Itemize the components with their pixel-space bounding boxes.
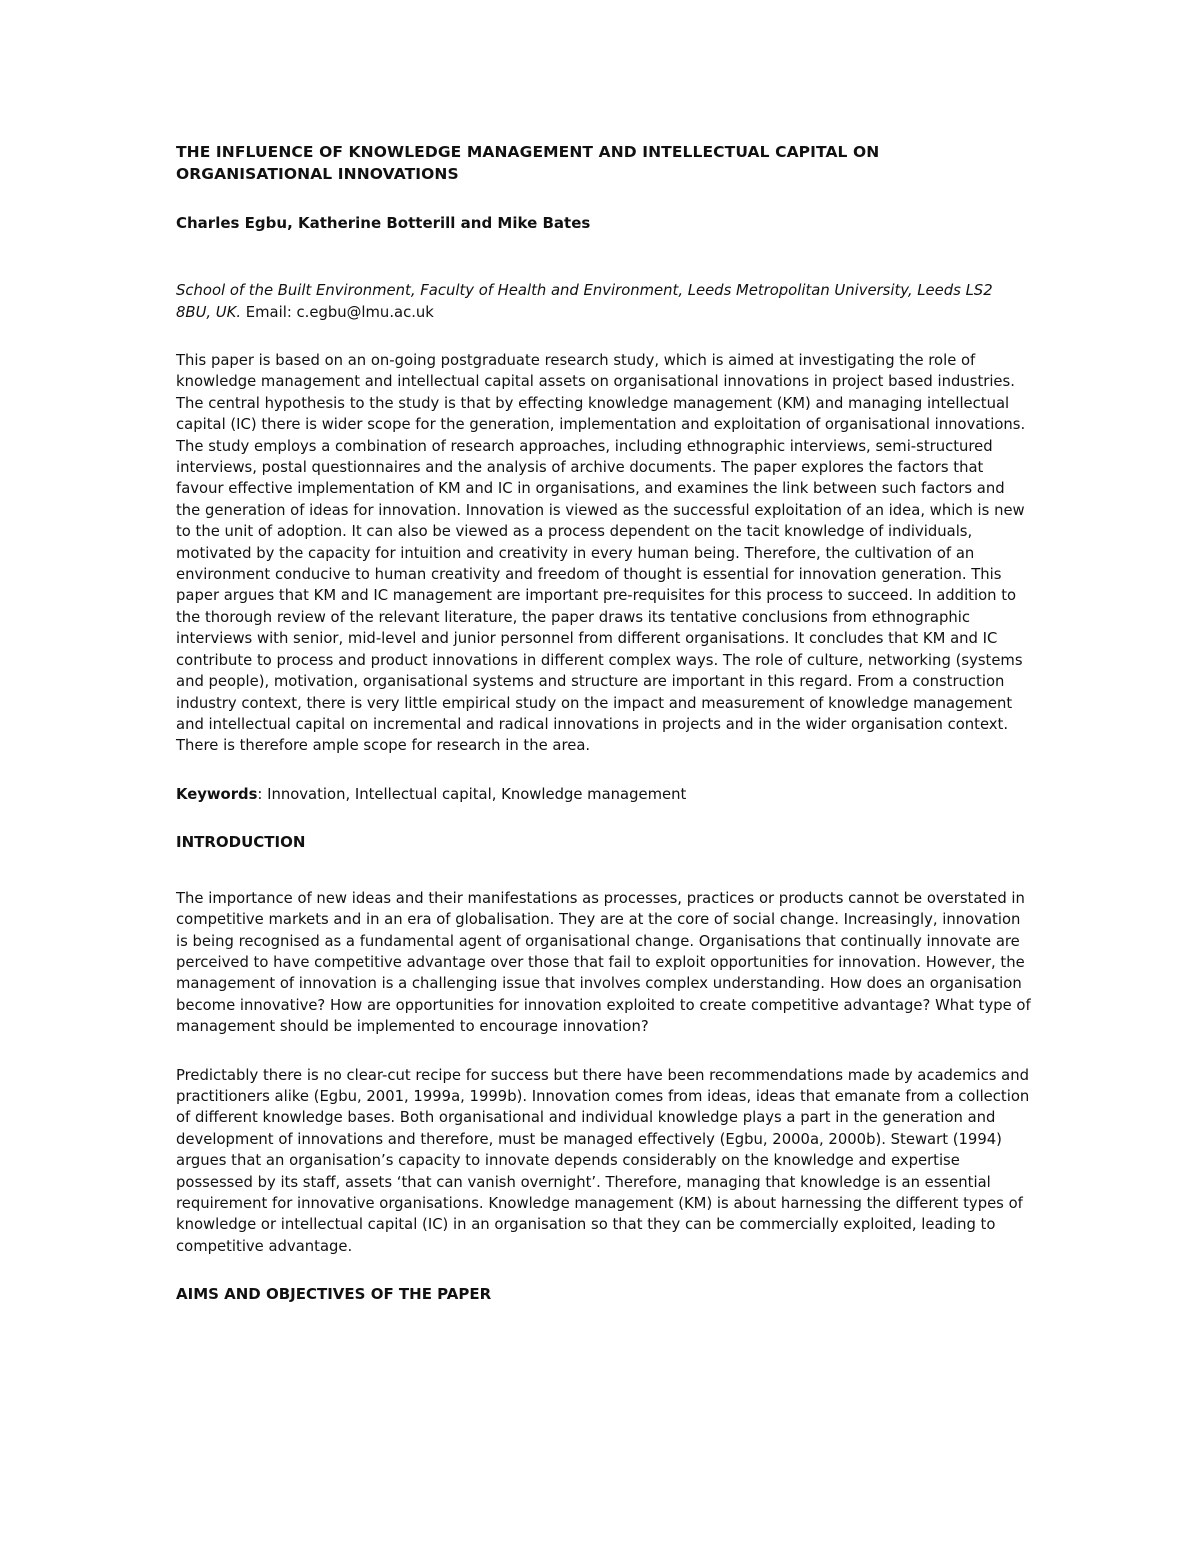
author-email: Email: c.egbu@lmu.ac.uk [245,303,434,321]
paper-title: THE INFLUENCE OF KNOWLEDGE MANAGEMENT AND INTELLECTUAL CAPITAL ON ORGANISATIONAL INNOVATIONS [176,143,880,183]
keywords-line [176,784,1032,805]
paper-page [176,141,1032,1305]
paper-authors: Charles Egbu, Katherine Botterill and Mike Bates [176,214,591,232]
keywords-list: : Innovation, Intellectual capital, Knowledge management [257,785,687,803]
keywords-label: Keywords [176,785,258,803]
section-heading-aims: AIMS AND OBJECTIVES OF THE PAPER [176,1285,492,1304]
abstract-paragraph: This paper is based on an on-going postgraduate research study, which is aimed at investigating the role of knowledge management and intellectual capital assets on organisational innovations in project based industries. The central hypothesis to the study is that by effecting knowledge management (KM) and managing intellectual capital (IC) there is wider scope for the generation, implementation and exploitation of organisational innovations. The study employs a combination of research approaches, including ethnographic interviews, semi-structured interviews, postal questionnaires and the analysis of archive documents. The paper explores the factors that favour effective implementation of KM and IC in organisations, and examines the link between such factors and the generation of ideas for innovation. Innovation is viewed as the successful exploitation of an idea, which is new to the unit of adoption. It can also be viewed as a process dependent on the tacit knowledge of individuals, motivated by the capacity for intuition and creativity in every human being. Therefore, the cultivation of an environment conducive to human creativity and freedom of thought is essential for innovation generation. This paper argues that KM and IC management are important pre-requisites for this process to succeed. In addition to the thorough review of the relevant literature, the paper draws its tentative conclusions from ethnographic interviews with senior, mid-level and junior personnel from different organisations. It concludes that KM and IC contribute to process and product innovations in different complex ways. The role of culture, networking (systems and people), motivation, organisational systems and structure are important in this regard. From a construction industry context, there is very little empirical study on the impact and measurement of knowledge management and intellectual capital on incremental and radical innovations in projects and in the wider organisation context. There is therefore ample scope for research in the area. [176,352,1026,755]
intro-paragraph-2: Predictably there is no clear-cut recipe for success but there have been recommendations made by academics and practitioners alike (Egbu, 2001, 1999a, 1999b). Innovation comes from ideas, ideas that emanate from a collection of different knowledge bases. Both organisational and individual knowledge plays a part in the generation and development of innovations and therefore, must be managed effectively (Egbu, 2000a, 2000b). Stewart (1994) argues that an organisation’s capacity to innovate depends considerably on the knowledge and expertise possessed by its staff, assets ‘that can vanish overnight’. Therefore, managing that knowledge is an essential requirement for innovative organisations. Knowledge management (KM) is about harnessing the different types of knowledge or intellectual capital (IC) in an organisation so that they can be commercially exploited, leading to competitive advantage. [176,1066,1030,1255]
section-heading-introduction: INTRODUCTION [176,832,306,851]
author-affiliation [176,280,1032,323]
intro-paragraph-1: The importance of new ideas and their manifestations as processes, practices or products cannot be overstated in competitive markets and in an era of globalisation. They are at the core of social change. Increasingly, innovation is being recognised as a fundamental agent of organisational change. Organisations that continually innovate are perceived to have competitive advantage over those that fail to exploit opportunities for innovation. However, the management of innovation is a challenging issue that involves complex understanding. How does an organisation become innovative? How are opportunities for innovation exploited to create competitive advantage? What type of management should be implemented to encourage innovation? [176,889,1031,1036]
affiliation-text: School of the Built Environment, Faculty of Health and Environment, Leeds Metropolitan University, Leeds LS2 8BU, UK. [176,282,993,321]
